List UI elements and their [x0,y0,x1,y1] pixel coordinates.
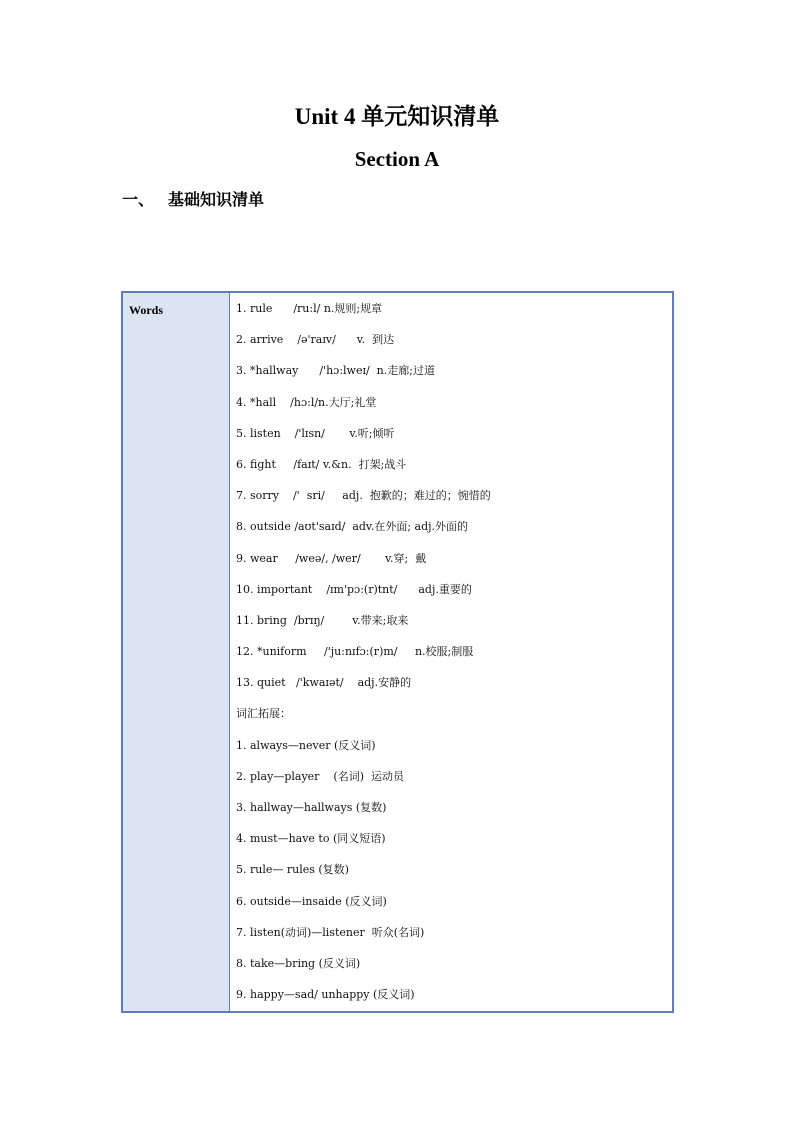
table-row [236,519,672,550]
table-row [236,706,672,737]
row-text: 4. must—have to (同义短语) [236,832,386,846]
table-row [236,363,672,394]
row-text: 3. *hallway /'hɔ:lweɪ/ n.走廊;过道 [236,364,435,378]
row-text: 13. quiet /'kwaɪət/ adj.安静的 [236,676,412,690]
page-title: Unit 4 单元知识清单 [294,104,500,129]
row-text: 6. outside—insaide (反义词) [236,894,387,908]
table-row [236,925,672,956]
row-text: 5. listen /'lɪsn/ v.听;倾听 [236,426,395,440]
table-row [236,457,672,488]
row-text: 词汇拓展： [236,707,291,721]
table-label: Words [129,303,164,317]
table-row [236,488,672,519]
table-row [236,301,672,332]
row-text: 7. listen(动词)—listener 听众(名词) [236,925,425,939]
row-text: 4. *hall /hɔ:l/n.大厅;礼堂 [236,395,377,409]
table-row [236,332,672,363]
section-subtitle: Section A [354,147,440,171]
row-text: 8. take—bring (反义词) [236,956,361,970]
section-heading-text: 基础知识清单 [168,190,265,209]
table-row [236,831,672,862]
section-number: 一、 [122,190,155,209]
row-text: 7. sorry /' sri/ adj. 抱歉的；难过的；惋惜的 [236,489,491,503]
row-text: 9. wear /weə/, /wer/ v.穿; 戴 [236,551,427,565]
table-row [236,644,672,675]
row-text: 1. rule /ru:l/ n.规则;规章 [236,302,383,315]
row-text: 3. hallway—hallways (复数) [236,801,387,814]
section-heading [122,187,264,213]
table-row [236,675,672,706]
words-table [121,291,674,1013]
table-row [236,613,672,644]
table-row [236,769,672,800]
row-text: 8. outside /aʊt'saɪd/ adv.在外面; adj.外面的 [236,520,469,534]
table-row [236,551,672,582]
table-row [236,894,672,925]
table-row [236,862,672,893]
row-text: 10. important /ɪm'pɔ:(r)tnt/ adj.重要的 [236,582,472,596]
row-text: 12. *uniform /'ju:nɪfɔ:(r)m/ n.校服;制服 [236,645,474,659]
row-text: 1. always—never (反义词) [236,738,376,752]
row-text: 6. fight /faɪt/ v.&n. 打架;战斗 [236,457,407,471]
table-row [236,987,672,1018]
table-row [236,956,672,987]
row-text: 9. happy—sad/ unhappy (反义词) [236,988,415,1002]
table-row [236,395,672,426]
table-row [236,738,672,769]
row-text: 11. bring /brɪŋ/ v.带来;取来 [236,613,409,627]
table-row [236,800,672,831]
table-content-cell [230,293,672,1011]
table-row [236,426,672,457]
table-label-cell [123,293,230,1011]
row-text: 5. rule— rules (复数) [236,863,349,877]
row-text: 2. play—player (名词) 运动员 [236,769,404,783]
row-text: 2. arrive /ə'raɪv/ v. 到达 [236,333,395,347]
table-row [236,582,672,613]
